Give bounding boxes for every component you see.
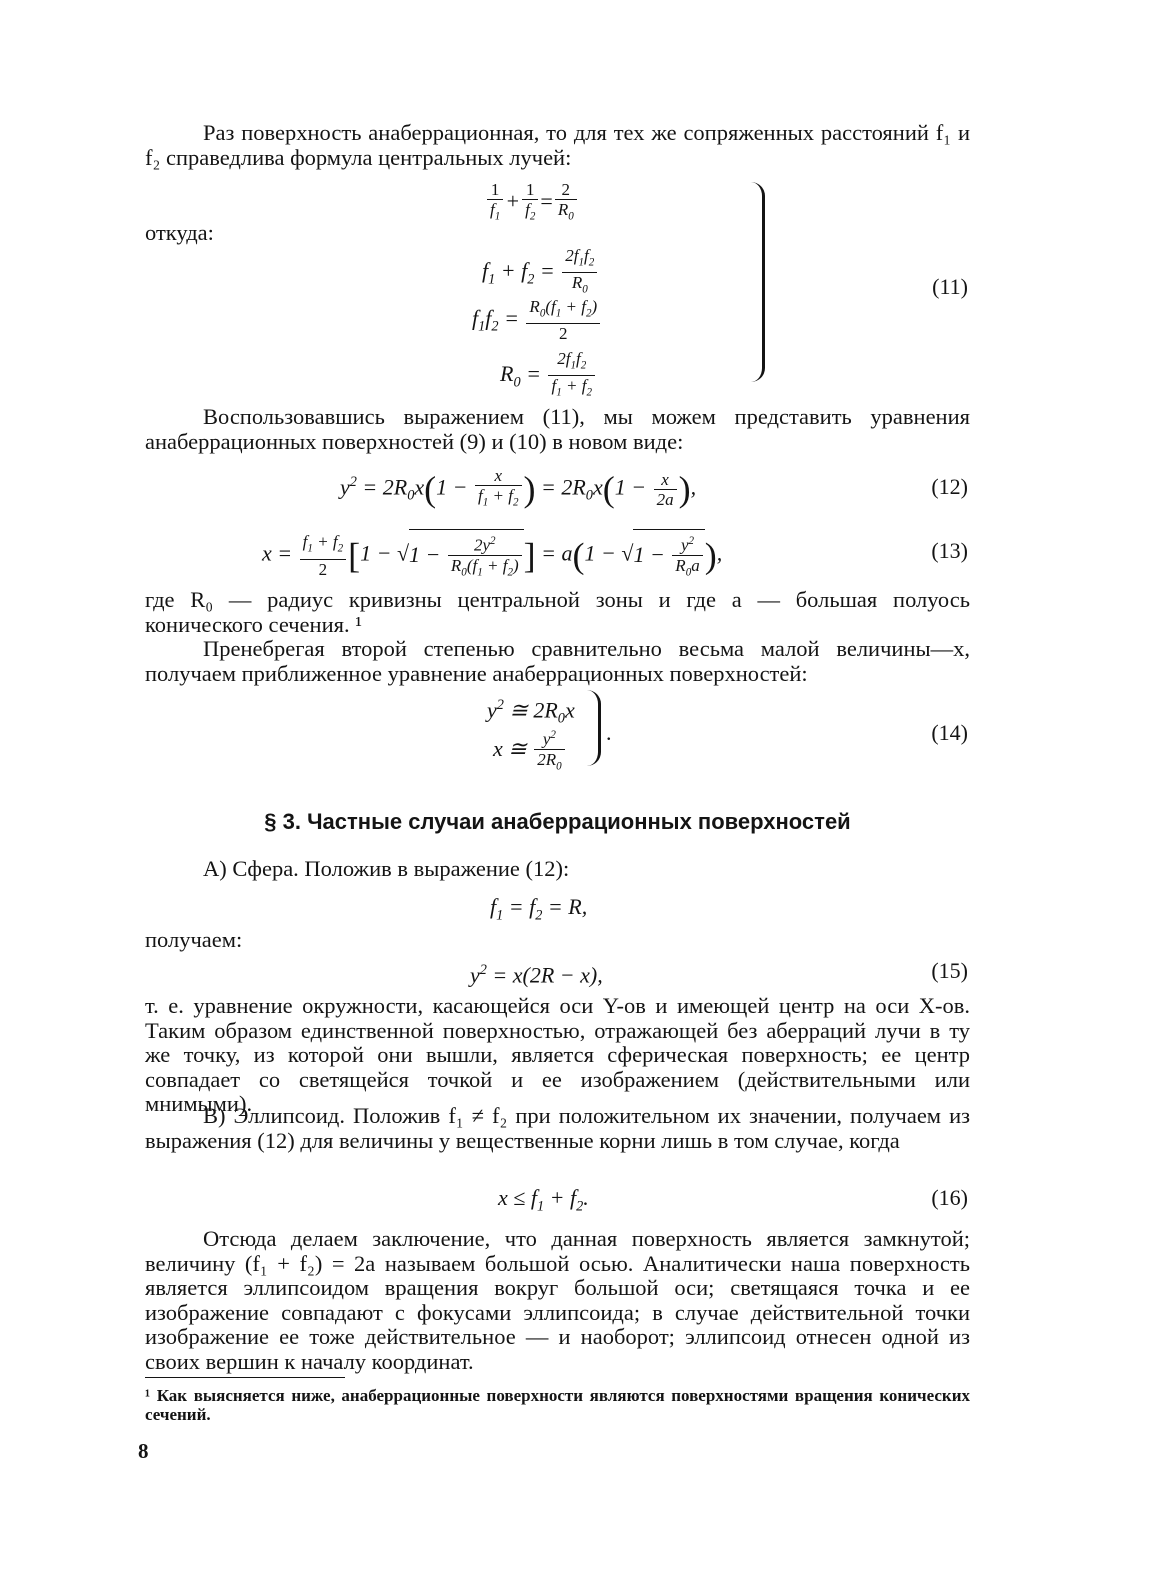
section-heading: § 3. Частные случаи анаберрационных поверхностей [264, 809, 851, 834]
equation-number-12: (12) [931, 474, 968, 499]
equation-13: x = $\frac{f_1 + f_2}{2}$ [1 − √1 − $\frac{2y^2}{R_0(f_1 + f_2)}$ ] = a(1 − √1 − $\frac{y^2}{R_0a}$ ), [262, 529, 722, 582]
footnote-rule [145, 1377, 345, 1378]
equation-sphere-condition: $f_1 = f_2 = R$, [490, 894, 588, 924]
paragraph-radius: где R₀ — радиус кривизны центральной зоны и где a — большая полуось конического сечения. ¹ [145, 587, 970, 637]
paragraph-conclusion: Отсюда делаем заключение, что данная поверхность является замкнутой; величину (f₁ + f₂) = 2a называем большой осью. Аналитически наша поверхность является эллипсоидом вращения вокруг большой оси; светящаяся точка и ее изображение совпадают с фокусами эллипсоида; в случае действительной точки изображение ее тоже действительное — и наоборот; эллипсоид отнесен одной из своих вершин к началу координат. [145, 1226, 970, 1374]
footnote: ¹ Как выясняется ниже, анаберрационные поверхности являются поверхностями вращения конических сечений. [145, 1386, 970, 1424]
paragraph-ellipsoid: B) Эллипсоид. Положив f₁ ≠ f₂ при положительном их значении, получаем из выражения (12) для величины y вещественные корни лишь в том случае, когда [145, 1103, 970, 1153]
text-poluchaem: получаем: [145, 927, 243, 952]
paragraph-sphere: A) Сфера. Положив в выражение (12): [203, 856, 570, 881]
equation-11d: $R_0$ = $\frac{2f_1f_2}{f_1 + f_2}$ [500, 349, 597, 403]
equation-11a: $\frac{1}{f_1}$ + $\frac{1}{f_2}$ = $\frac{2}{R_0}$ [485, 180, 579, 226]
equation-number-16: (16) [931, 1185, 968, 1210]
equation-15: $y^2 = x(2R - x)$, [470, 962, 603, 988]
equation-group-brace [748, 182, 765, 382]
equation-14b: x ≅ $\frac{y^2}{2R_0}$ [493, 726, 567, 776]
equation-group-brace-14 [586, 690, 601, 766]
equation-number-15: (15) [931, 958, 968, 983]
page-number: 8 [138, 1439, 149, 1463]
equation-14-period: . [606, 720, 612, 745]
equation-12: $y^2 = 2R_0x(1$ − $\frac{x}{f_1 + f_2}$ ) = $2R_0x(1$ − $\frac{x}{2a}$ ), [340, 466, 697, 510]
equation-number-14: (14) [931, 720, 968, 745]
paragraph-circle: т. е. уравнение окружности, касающейся оси Y-ов и имеющей центр на оси X-ов. Таким образом единственной поверхностью, отражающей без аберраций лучи в ту же точку, из которой они вышли, является сферическая поверхность; ее центр совпадает со светящейся точкой и ее изображением (действительными или мнимыми). [145, 993, 970, 1116]
equation-14a: $y^2$ ≅ $2R_0x$ [487, 697, 575, 727]
equation-number-11: (11) [932, 274, 968, 299]
paragraph-approximation: Пренебрегая второй степенью сравнительно весьма малой величины—x, получаем приближенное уравнение анаберрационных поверхностей: [145, 636, 970, 686]
paragraph-intro: Раз поверхность анаберрационная, то для тех же сопряженных расстояний f₁ и f₂ справедлива формула центральных лучей: [145, 120, 970, 170]
equation-number-13: (13) [931, 538, 968, 563]
equation-11b: $f_1 + f_2$ = $\frac{2f_1f_2}{R_0}$ [482, 246, 599, 300]
equation-16: $x \le f_1 + f_2$. [498, 1185, 589, 1215]
text-otkuda: откуда: [145, 220, 214, 245]
equation-11c: $f_1f_2$ = $\frac{R_0(f_1 + f_2)}{2}$ [472, 297, 602, 343]
paragraph-expression: Воспользовавшись выражением (11), мы можем представить уравнения анаберрационных поверхностей (9) и (10) в новом виде: [145, 404, 970, 454]
